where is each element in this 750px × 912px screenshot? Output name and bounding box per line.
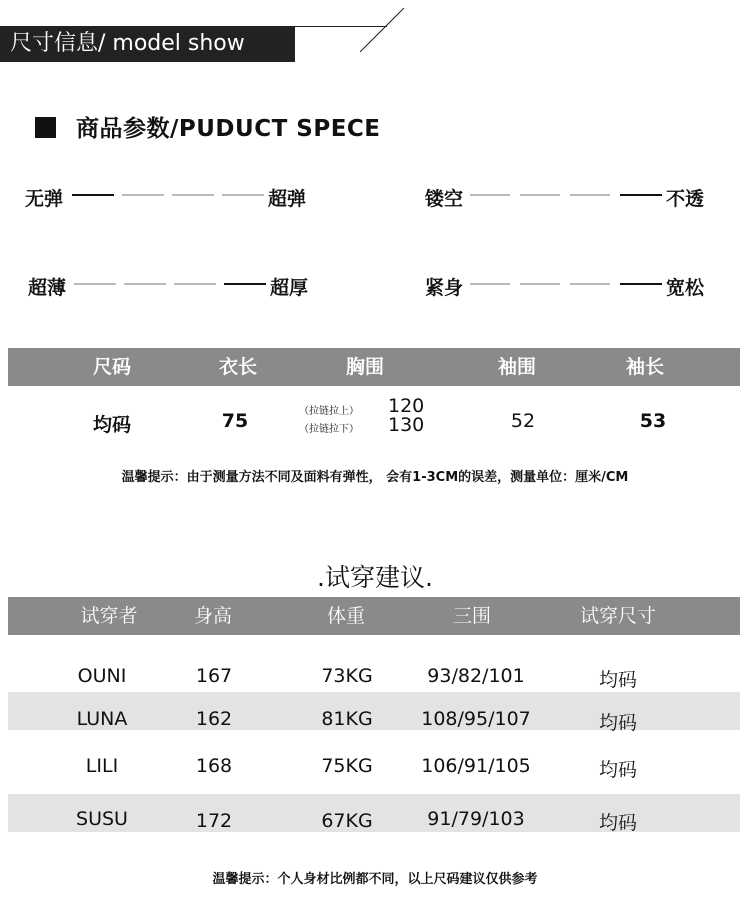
scale-thickness-segment-3 xyxy=(174,283,216,285)
scale-elastic-track xyxy=(72,194,266,196)
scale-thickness-left: 超薄 xyxy=(28,277,67,299)
section-banner: 尺寸信息/ model show xyxy=(0,26,295,62)
scale-elastic-segment-2 xyxy=(122,194,164,196)
scale-elastic-segment-4 xyxy=(222,194,264,196)
scale-sheer-segment-1 xyxy=(470,194,510,196)
size-row-length: 75 xyxy=(221,410,249,432)
scale-elastic-left: 无弹 xyxy=(25,188,64,210)
size-header-sleeve-length: 袖长 xyxy=(625,356,664,378)
size-row-size: 均码 xyxy=(92,414,131,436)
chest-note-down: （拉链拉下） xyxy=(299,424,359,435)
try-row-weight: 67KG xyxy=(321,810,373,832)
chest-value-down: 130 xyxy=(388,414,425,436)
scale-sheer-segment-4 xyxy=(620,194,662,196)
scale-fit-segment-4 xyxy=(620,283,662,285)
scale-elastic-segment-3 xyxy=(172,194,214,196)
try-on-table-header xyxy=(8,597,740,635)
chest-note-up: （拉链拉上） xyxy=(299,406,359,417)
try-row-size: 均码 xyxy=(598,712,637,734)
scale-fit-track xyxy=(470,283,664,285)
scale-fit-right: 宽松 xyxy=(666,277,705,299)
scale-thickness-segment-2 xyxy=(124,283,166,285)
scale-fit-segment-1 xyxy=(470,283,510,285)
try-row-name: OUNI xyxy=(77,665,127,687)
try-row-measurements: 106/91/105 xyxy=(421,755,531,777)
title-square-icon xyxy=(35,117,56,138)
scale-thickness-segment-1 xyxy=(74,283,116,285)
try-row-name: LUNA xyxy=(76,708,128,730)
try-row-height: 172 xyxy=(195,810,233,832)
scale-elastic-segment-1 xyxy=(72,194,114,196)
scale-elastic-right: 超弹 xyxy=(268,188,307,210)
size-header-sleeve-width: 袖围 xyxy=(497,356,536,378)
try-header-measurements: 三围 xyxy=(452,605,491,627)
try-row-height: 168 xyxy=(195,755,233,777)
try-header-size: 试穿尺寸 xyxy=(579,605,656,627)
scale-fit-segment-3 xyxy=(570,283,610,285)
chest-value-up: 120 xyxy=(388,395,425,417)
size-table-header xyxy=(8,348,740,386)
try-row-weight: 75KG xyxy=(321,755,373,777)
size-header-length: 衣长 xyxy=(218,356,257,378)
scale-sheer-right: 不透 xyxy=(666,188,705,210)
try-header-height: 身高 xyxy=(193,605,232,627)
try-row-size: 均码 xyxy=(598,669,637,691)
try-row-name: SUSU xyxy=(76,808,128,830)
try-row-name: LILI xyxy=(85,755,119,777)
measurement-tip: 温馨提示：由于测量方法不同及面料有弹性， 会有1-3CM的误差，测量单位：厘米/CM xyxy=(121,470,629,485)
try-row-size: 均码 xyxy=(598,812,637,834)
banner-slash-decoration xyxy=(360,6,408,52)
scale-sheer-segment-3 xyxy=(570,194,610,196)
scale-sheer-track xyxy=(470,194,664,196)
fit-advice-tip: 温馨提示：个人身材比例都不同，以上尺码建议仅供参考 xyxy=(212,872,538,887)
scale-fit-segment-2 xyxy=(520,283,560,285)
try-on-title: .试穿建议. xyxy=(317,563,433,592)
try-row-size: 均码 xyxy=(598,759,637,781)
try-header-tester: 试穿者 xyxy=(80,605,138,627)
spec-title: 商品参数/PUDUCT SPECE xyxy=(76,116,381,142)
scale-sheer-left: 镂空 xyxy=(425,188,464,210)
try-row-measurements: 108/95/107 xyxy=(421,708,531,730)
try-row-measurements: 91/79/103 xyxy=(427,808,525,830)
try-row-height: 162 xyxy=(195,708,233,730)
scale-thickness-segment-4 xyxy=(224,283,266,285)
scale-thickness-track xyxy=(74,283,268,285)
try-row-weight: 73KG xyxy=(321,665,373,687)
size-header-chest: 胸围 xyxy=(345,356,384,378)
size-row-sleeve-width: 52 xyxy=(510,410,536,432)
scale-fit-left: 紧身 xyxy=(425,277,464,299)
try-row-measurements: 93/82/101 xyxy=(427,665,525,687)
try-row-height: 167 xyxy=(195,665,233,687)
scale-sheer-segment-2 xyxy=(520,194,560,196)
try-row-weight: 81KG xyxy=(321,708,373,730)
scale-thickness-right: 超厚 xyxy=(270,277,309,299)
size-row-sleeve-length: 53 xyxy=(639,410,667,432)
try-header-weight: 体重 xyxy=(326,605,365,627)
size-header-size: 尺码 xyxy=(92,356,131,378)
